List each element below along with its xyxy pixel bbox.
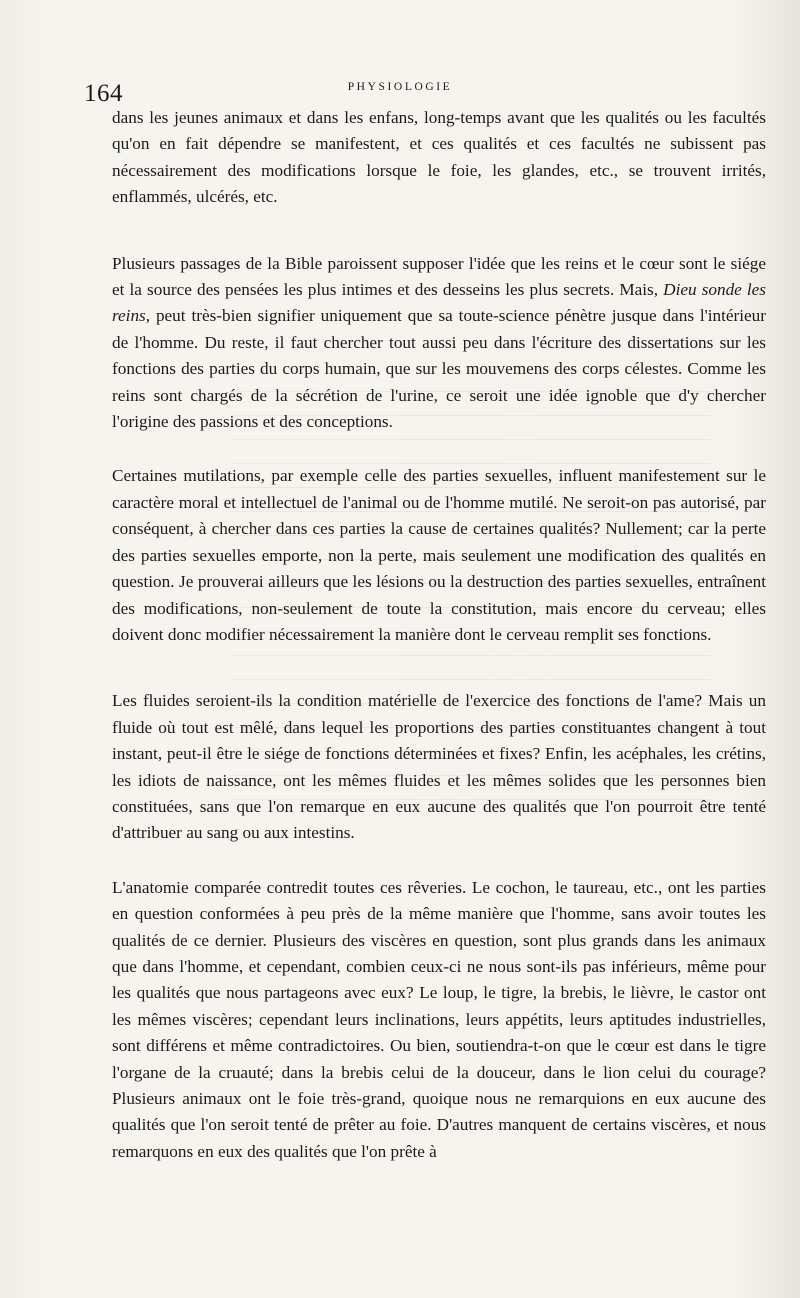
paragraph-2-rest: , peut très-bien signifier uniquement que sa toute-science pénètre jusque dans l'intérieur de l'homme. Du reste, il faut chercher tout aussi peu dans l'écriture des dissertations sur les fonctions des parties du corps humain, que sur les mouvemens des corps célestes. Comme les reins sont chargés de la sécrétion de l'urine, ce seroit une idée ignoble que d'y chercher l'origine des passions et des conceptions. (112, 306, 766, 432)
running-head: PHYSIOLOGIE (347, 81, 453, 93)
paragraph-2-italic-quote: Dieu sonde les reins (112, 280, 767, 326)
paragraph-2-lead: Plusieurs passages de la Bible paroissent supposer l'idée que les reins et le cœur sont le siége et la source des pensées les plus intimes et des desseins les plus secrets. Mais, (112, 253, 766, 300)
page-number: 164 (84, 80, 123, 107)
paragraph-3: Certaines mutilations, par exemple celle des parties sexuelles, influent manifestement sur le caractère moral et intellectuel de l'animal ou de l'homme mutilé. Ne seroit-on pas autorisé, par conséquent, à chercher dans ces parties la cause de certaines qualités? Nullement; car la perte des parties sexuelles emporte, non la perte, mais seulement une modification des qualités en question. Je prouverai ailleurs que les lésions ou la destruction des parties sexuelles, entraînent des modifications, non-seulement de toute la constitution, mais encore du cerveau; elles doivent donc modifier nécessairement la manière dont le cerveau remplit ses fonctions. (112, 466, 766, 644)
paragraph-2 (112, 251, 766, 436)
body-text (112, 105, 766, 1165)
paragraph-5: L'anatomie comparée contredit toutes ces rêveries. Le cochon, le taureau, etc., ont les parties en question conformées à peu près de la même manière que l'homme, sans avoir toutes les qualités de ce dernier. Plusieurs des viscères en question, sont plus grands dans les animaux que dans l'homme, et cependant, combien ceux-ci ne nous sont-ils pas inférieurs, même pour les qualités que nous partageons avec eux? Le loup, le tigre, la brebis, le lièvre, le castor ont les mêmes viscères; cependant leurs inclinations, leurs appétits, leurs aptitudes industrielles, sont différens et même contradictoires. Ou bien, soutiendra-t-on que le cœur est dans le tigre l'organe de la cruauté; dans la brebis celui de la douceur, dans le lion celui du courage? Plusieurs animaux ont le foie très-grand, quoique nous ne remarquions en eux aucune des qualités que l'on seroit tenté de prêter au foie. D'autres manquent de certains viscères, et nous remarquons en eux des qualités que l'on prête à (112, 877, 766, 1161)
paragraph-1: dans les jeunes animaux et dans les enfans, long-temps avant que les qualités ou les facultés qu'on en fait dépendre se manifestent, et ces qualités et ces facultés ne subissent pas nécessairement des modifications lorsque le foie, les glandes, etc., se trouvent irrités, enflammés, ulcérés, etc. (112, 108, 766, 207)
paragraph-4: Les fluides seroient-ils la condition matérielle de l'exercice des fonctions de l'ame? Mais un fluide où tout est mêlé, dans lequel les proportions des parties constituantes changent à tout instant, peut-il être le siége de fonctions déterminées et fixes? Enfin, les acéphales, les crétins, les idiots de naissance, ont les mêmes fluides et les mêmes solides que les personnes bien constituées, sans que l'on remarque en eux aucune des qualités que l'on pourroit être tenté d'attribuer au sang ou aux intestins. (112, 691, 766, 843)
